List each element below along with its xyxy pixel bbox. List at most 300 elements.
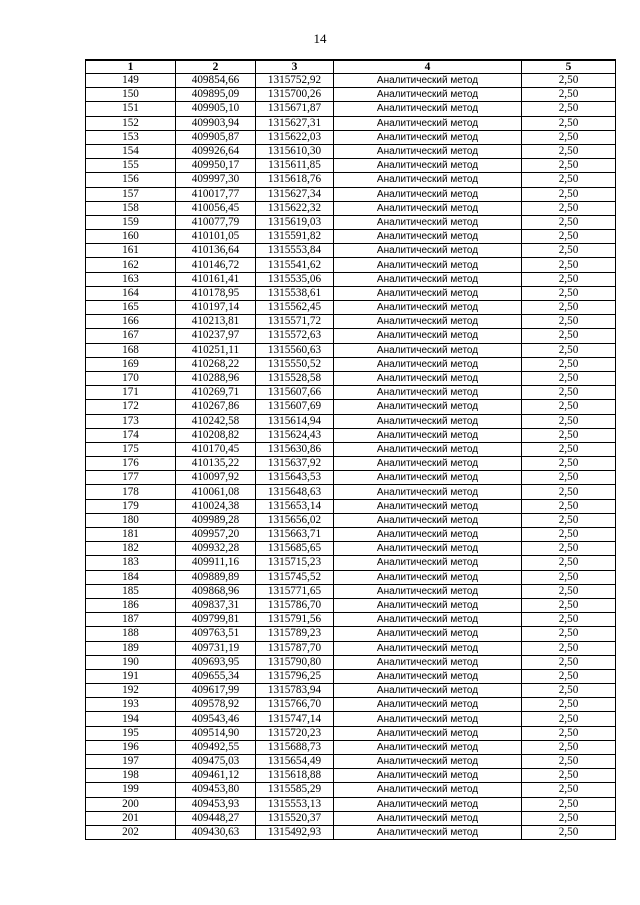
point-number-cell: 168 — [86, 343, 176, 357]
table-row — [86, 201, 616, 215]
y-coordinate-cell: 1315663,71 — [256, 528, 334, 542]
point-number-cell: 181 — [86, 528, 176, 542]
accuracy-cell: 2,50 — [522, 400, 616, 414]
accuracy-cell: 2,50 — [522, 116, 616, 130]
point-number-cell: 198 — [86, 769, 176, 783]
method-cell: Аналитический метод — [334, 258, 522, 272]
accuracy-cell: 2,50 — [522, 258, 616, 272]
method-cell: Аналитический метод — [334, 371, 522, 385]
table-row — [86, 74, 616, 88]
header-col-4: 4 — [334, 60, 522, 74]
x-coordinate-cell: 409911,16 — [176, 556, 256, 570]
method-cell: Аналитический метод — [334, 613, 522, 627]
table-row — [86, 414, 616, 428]
table-row — [86, 442, 616, 456]
x-coordinate-cell: 409578,92 — [176, 698, 256, 712]
x-coordinate-cell: 410242,58 — [176, 414, 256, 428]
method-cell: Аналитический метод — [334, 570, 522, 584]
table-row — [86, 230, 616, 244]
table-header — [86, 60, 616, 74]
point-number-cell: 177 — [86, 471, 176, 485]
point-number-cell: 192 — [86, 684, 176, 698]
table-row — [86, 244, 616, 258]
y-coordinate-cell: 1315627,34 — [256, 187, 334, 201]
y-coordinate-cell: 1315541,62 — [256, 258, 334, 272]
x-coordinate-cell: 410269,71 — [176, 386, 256, 400]
accuracy-cell: 2,50 — [522, 570, 616, 584]
y-coordinate-cell: 1315520,37 — [256, 811, 334, 825]
point-number-cell: 189 — [86, 641, 176, 655]
table-row — [86, 797, 616, 811]
x-coordinate-cell: 410101,05 — [176, 230, 256, 244]
point-number-cell: 194 — [86, 712, 176, 726]
table-row — [86, 499, 616, 513]
method-cell: Аналитический метод — [334, 556, 522, 570]
method-cell: Аналитический метод — [334, 641, 522, 655]
point-number-cell: 202 — [86, 825, 176, 839]
point-number-cell: 171 — [86, 386, 176, 400]
x-coordinate-cell: 409989,28 — [176, 513, 256, 527]
x-coordinate-cell: 410097,92 — [176, 471, 256, 485]
y-coordinate-cell: 1315607,66 — [256, 386, 334, 400]
x-coordinate-cell: 410178,95 — [176, 286, 256, 300]
table-row — [86, 173, 616, 187]
method-cell: Аналитический метод — [334, 215, 522, 229]
point-number-cell: 173 — [86, 414, 176, 428]
method-cell: Аналитический метод — [334, 414, 522, 428]
table-row — [86, 641, 616, 655]
method-cell: Аналитический метод — [334, 457, 522, 471]
accuracy-cell: 2,50 — [522, 357, 616, 371]
accuracy-cell: 2,50 — [522, 485, 616, 499]
accuracy-cell: 2,50 — [522, 811, 616, 825]
point-number-cell: 160 — [86, 230, 176, 244]
y-coordinate-cell: 1315571,72 — [256, 315, 334, 329]
point-number-cell: 175 — [86, 442, 176, 456]
point-number-cell: 158 — [86, 201, 176, 215]
accuracy-cell: 2,50 — [522, 230, 616, 244]
table-row — [86, 428, 616, 442]
y-coordinate-cell: 1315637,92 — [256, 457, 334, 471]
point-number-cell: 167 — [86, 329, 176, 343]
table-row — [86, 669, 616, 683]
point-number-cell: 166 — [86, 315, 176, 329]
x-coordinate-cell: 410017,77 — [176, 187, 256, 201]
table-row — [86, 144, 616, 158]
page-number: 14 — [313, 31, 327, 46]
method-cell: Аналитический метод — [334, 187, 522, 201]
y-coordinate-cell: 1315618,88 — [256, 769, 334, 783]
point-number-cell: 196 — [86, 740, 176, 754]
method-cell: Аналитический метод — [334, 428, 522, 442]
method-cell: Аналитический метод — [334, 584, 522, 598]
method-cell: Аналитический метод — [334, 400, 522, 414]
method-cell: Аналитический метод — [334, 286, 522, 300]
y-coordinate-cell: 1315654,49 — [256, 755, 334, 769]
y-coordinate-cell: 1315656,02 — [256, 513, 334, 527]
table-row — [86, 258, 616, 272]
method-cell: Аналитический метод — [334, 684, 522, 698]
method-cell: Аналитический метод — [334, 471, 522, 485]
accuracy-cell: 2,50 — [522, 584, 616, 598]
method-cell: Аналитический метод — [334, 201, 522, 215]
y-coordinate-cell: 1315653,14 — [256, 499, 334, 513]
y-coordinate-cell: 1315771,65 — [256, 584, 334, 598]
table-row — [86, 371, 616, 385]
y-coordinate-cell: 1315688,73 — [256, 740, 334, 754]
table-row — [86, 783, 616, 797]
y-coordinate-cell: 1315572,63 — [256, 329, 334, 343]
table-row — [86, 272, 616, 286]
accuracy-cell: 2,50 — [522, 173, 616, 187]
x-coordinate-cell: 409514,90 — [176, 726, 256, 740]
y-coordinate-cell: 1315787,70 — [256, 641, 334, 655]
table-row — [86, 726, 616, 740]
y-coordinate-cell: 1315643,53 — [256, 471, 334, 485]
y-coordinate-cell: 1315685,65 — [256, 542, 334, 556]
accuracy-cell: 2,50 — [522, 740, 616, 754]
table-row — [86, 556, 616, 570]
table-row — [86, 811, 616, 825]
table-row — [86, 598, 616, 612]
table-row — [86, 485, 616, 499]
method-cell: Аналитический метод — [334, 769, 522, 783]
accuracy-cell: 2,50 — [522, 698, 616, 712]
point-number-cell: 199 — [86, 783, 176, 797]
x-coordinate-cell: 410170,45 — [176, 442, 256, 456]
y-coordinate-cell: 1315622,32 — [256, 201, 334, 215]
point-number-cell: 180 — [86, 513, 176, 527]
y-coordinate-cell: 1315562,45 — [256, 301, 334, 315]
table-row — [86, 684, 616, 698]
method-cell: Аналитический метод — [334, 442, 522, 456]
method-cell: Аналитический метод — [334, 357, 522, 371]
x-coordinate-cell: 410056,45 — [176, 201, 256, 215]
x-coordinate-cell: 410288,96 — [176, 371, 256, 385]
x-coordinate-cell: 409905,87 — [176, 130, 256, 144]
point-number-cell: 200 — [86, 797, 176, 811]
accuracy-cell: 2,50 — [522, 471, 616, 485]
accuracy-cell: 2,50 — [522, 627, 616, 641]
y-coordinate-cell: 1315618,76 — [256, 173, 334, 187]
method-cell: Аналитический метод — [334, 485, 522, 499]
point-number-cell: 164 — [86, 286, 176, 300]
table-row — [86, 400, 616, 414]
point-number-cell: 201 — [86, 811, 176, 825]
y-coordinate-cell: 1315624,43 — [256, 428, 334, 442]
point-number-cell: 197 — [86, 755, 176, 769]
method-cell: Аналитический метод — [334, 159, 522, 173]
method-cell: Аналитический метод — [334, 74, 522, 88]
point-number-cell: 184 — [86, 570, 176, 584]
method-cell: Аналитический метод — [334, 301, 522, 315]
accuracy-cell: 2,50 — [522, 783, 616, 797]
point-number-cell: 165 — [86, 301, 176, 315]
x-coordinate-cell: 409693,95 — [176, 655, 256, 669]
x-coordinate-cell: 409837,31 — [176, 598, 256, 612]
x-coordinate-cell: 410208,82 — [176, 428, 256, 442]
method-cell: Аналитический метод — [334, 88, 522, 102]
point-number-cell: 176 — [86, 457, 176, 471]
accuracy-cell: 2,50 — [522, 769, 616, 783]
method-cell: Аналитический метод — [334, 755, 522, 769]
y-coordinate-cell: 1315622,03 — [256, 130, 334, 144]
y-coordinate-cell: 1315790,80 — [256, 655, 334, 669]
accuracy-cell: 2,50 — [522, 513, 616, 527]
y-coordinate-cell: 1315619,03 — [256, 215, 334, 229]
accuracy-cell: 2,50 — [522, 315, 616, 329]
point-number-cell: 174 — [86, 428, 176, 442]
header-col-1: 1 — [86, 60, 176, 74]
point-number-cell: 191 — [86, 669, 176, 683]
accuracy-cell: 2,50 — [522, 428, 616, 442]
x-coordinate-cell: 410146,72 — [176, 258, 256, 272]
method-cell: Аналитический метод — [334, 499, 522, 513]
table-row — [86, 357, 616, 371]
method-cell: Аналитический метод — [334, 116, 522, 130]
x-coordinate-cell: 409932,28 — [176, 542, 256, 556]
accuracy-cell: 2,50 — [522, 499, 616, 513]
method-cell: Аналитический метод — [334, 244, 522, 258]
y-coordinate-cell: 1315627,31 — [256, 116, 334, 130]
method-cell: Аналитический метод — [334, 343, 522, 357]
method-cell: Аналитический метод — [334, 825, 522, 839]
method-cell: Аналитический метод — [334, 102, 522, 116]
point-number-cell: 183 — [86, 556, 176, 570]
accuracy-cell: 2,50 — [522, 286, 616, 300]
method-cell: Аналитический метод — [334, 783, 522, 797]
method-cell: Аналитический метод — [334, 513, 522, 527]
point-number-cell: 159 — [86, 215, 176, 229]
x-coordinate-cell: 409905,10 — [176, 102, 256, 116]
y-coordinate-cell: 1315492,93 — [256, 825, 334, 839]
point-number-cell: 172 — [86, 400, 176, 414]
table-row — [86, 187, 616, 201]
method-cell: Аналитический метод — [334, 726, 522, 740]
accuracy-cell: 2,50 — [522, 74, 616, 88]
point-number-cell: 190 — [86, 655, 176, 669]
x-coordinate-cell: 409453,93 — [176, 797, 256, 811]
y-coordinate-cell: 1315786,70 — [256, 598, 334, 612]
method-cell: Аналитический метод — [334, 797, 522, 811]
point-number-cell: 182 — [86, 542, 176, 556]
x-coordinate-cell: 409868,96 — [176, 584, 256, 598]
y-coordinate-cell: 1315553,84 — [256, 244, 334, 258]
x-coordinate-cell: 410136,64 — [176, 244, 256, 258]
point-number-cell: 152 — [86, 116, 176, 130]
accuracy-cell: 2,50 — [522, 102, 616, 116]
method-cell: Аналитический метод — [334, 740, 522, 754]
method-cell: Аналитический метод — [334, 669, 522, 683]
coordinates-table — [85, 59, 616, 840]
accuracy-cell: 2,50 — [522, 329, 616, 343]
x-coordinate-cell: 409731,19 — [176, 641, 256, 655]
y-coordinate-cell: 1315715,23 — [256, 556, 334, 570]
accuracy-cell: 2,50 — [522, 343, 616, 357]
table-row — [86, 286, 616, 300]
table-row — [86, 584, 616, 598]
table-row — [86, 655, 616, 669]
y-coordinate-cell: 1315720,23 — [256, 726, 334, 740]
method-cell: Аналитический метод — [334, 712, 522, 726]
x-coordinate-cell: 409453,80 — [176, 783, 256, 797]
method-cell: Аналитический метод — [334, 542, 522, 556]
accuracy-cell: 2,50 — [522, 201, 616, 215]
y-coordinate-cell: 1315745,52 — [256, 570, 334, 584]
accuracy-cell: 2,50 — [522, 414, 616, 428]
table-row — [86, 712, 616, 726]
y-coordinate-cell: 1315560,63 — [256, 343, 334, 357]
x-coordinate-cell: 410237,97 — [176, 329, 256, 343]
table-row — [86, 471, 616, 485]
x-coordinate-cell: 410267,86 — [176, 400, 256, 414]
y-coordinate-cell: 1315671,87 — [256, 102, 334, 116]
table-row — [86, 457, 616, 471]
x-coordinate-cell: 410251,11 — [176, 343, 256, 357]
method-cell: Аналитический метод — [334, 329, 522, 343]
x-coordinate-cell: 410197,14 — [176, 301, 256, 315]
point-number-cell: 157 — [86, 187, 176, 201]
header-col-2: 2 — [176, 60, 256, 74]
accuracy-cell: 2,50 — [522, 187, 616, 201]
point-number-cell: 150 — [86, 88, 176, 102]
accuracy-cell: 2,50 — [522, 556, 616, 570]
y-coordinate-cell: 1315630,86 — [256, 442, 334, 456]
y-coordinate-cell: 1315766,70 — [256, 698, 334, 712]
accuracy-cell: 2,50 — [522, 130, 616, 144]
point-number-cell: 186 — [86, 598, 176, 612]
method-cell: Аналитический метод — [334, 698, 522, 712]
x-coordinate-cell: 409448,27 — [176, 811, 256, 825]
table-row — [86, 329, 616, 343]
method-cell: Аналитический метод — [334, 598, 522, 612]
accuracy-cell: 2,50 — [522, 755, 616, 769]
accuracy-cell: 2,50 — [522, 669, 616, 683]
table-body — [86, 74, 616, 840]
y-coordinate-cell: 1315610,30 — [256, 144, 334, 158]
accuracy-cell: 2,50 — [522, 684, 616, 698]
table-row — [86, 769, 616, 783]
point-number-cell: 156 — [86, 173, 176, 187]
table-row — [86, 698, 616, 712]
x-coordinate-cell: 410024,38 — [176, 499, 256, 513]
point-number-cell: 151 — [86, 102, 176, 116]
method-cell: Аналитический метод — [334, 811, 522, 825]
accuracy-cell: 2,50 — [522, 144, 616, 158]
x-coordinate-cell: 410213,81 — [176, 315, 256, 329]
table-row — [86, 755, 616, 769]
table-row — [86, 215, 616, 229]
table-row — [86, 315, 616, 329]
accuracy-cell: 2,50 — [522, 301, 616, 315]
method-cell: Аналитический метод — [334, 272, 522, 286]
accuracy-cell: 2,50 — [522, 712, 616, 726]
y-coordinate-cell: 1315611,85 — [256, 159, 334, 173]
point-number-cell: 178 — [86, 485, 176, 499]
table-row — [86, 301, 616, 315]
header-row — [86, 60, 616, 74]
y-coordinate-cell: 1315796,25 — [256, 669, 334, 683]
x-coordinate-cell: 409889,89 — [176, 570, 256, 584]
x-coordinate-cell: 410268,22 — [176, 357, 256, 371]
point-number-cell: 170 — [86, 371, 176, 385]
method-cell: Аналитический метод — [334, 173, 522, 187]
x-coordinate-cell: 409617,99 — [176, 684, 256, 698]
table-row — [86, 513, 616, 527]
x-coordinate-cell: 409763,51 — [176, 627, 256, 641]
method-cell: Аналитический метод — [334, 655, 522, 669]
y-coordinate-cell: 1315747,14 — [256, 712, 334, 726]
y-coordinate-cell: 1315550,52 — [256, 357, 334, 371]
accuracy-cell: 2,50 — [522, 272, 616, 286]
method-cell: Аналитический метод — [334, 627, 522, 641]
table-row — [86, 542, 616, 556]
point-number-cell: 193 — [86, 698, 176, 712]
y-coordinate-cell: 1315700,26 — [256, 88, 334, 102]
table-row — [86, 627, 616, 641]
y-coordinate-cell: 1315538,61 — [256, 286, 334, 300]
point-number-cell: 149 — [86, 74, 176, 88]
accuracy-cell: 2,50 — [522, 825, 616, 839]
table-row — [86, 159, 616, 173]
x-coordinate-cell: 410077,79 — [176, 215, 256, 229]
accuracy-cell: 2,50 — [522, 386, 616, 400]
table-row — [86, 570, 616, 584]
accuracy-cell: 2,50 — [522, 528, 616, 542]
x-coordinate-cell: 409492,55 — [176, 740, 256, 754]
accuracy-cell: 2,50 — [522, 613, 616, 627]
table-row — [86, 116, 616, 130]
x-coordinate-cell: 409655,34 — [176, 669, 256, 683]
x-coordinate-cell: 409543,46 — [176, 712, 256, 726]
x-coordinate-cell: 409895,09 — [176, 88, 256, 102]
y-coordinate-cell: 1315648,63 — [256, 485, 334, 499]
point-number-cell: 161 — [86, 244, 176, 258]
point-number-cell: 155 — [86, 159, 176, 173]
table-row — [86, 386, 616, 400]
accuracy-cell: 2,50 — [522, 159, 616, 173]
table-row — [86, 825, 616, 839]
method-cell: Аналитический метод — [334, 130, 522, 144]
x-coordinate-cell: 410061,08 — [176, 485, 256, 499]
y-coordinate-cell: 1315607,69 — [256, 400, 334, 414]
table-row — [86, 102, 616, 116]
accuracy-cell: 2,50 — [522, 797, 616, 811]
x-coordinate-cell: 409461,12 — [176, 769, 256, 783]
accuracy-cell: 2,50 — [522, 598, 616, 612]
table-row — [86, 343, 616, 357]
table-row — [86, 130, 616, 144]
x-coordinate-cell: 409926,64 — [176, 144, 256, 158]
method-cell: Аналитический метод — [334, 386, 522, 400]
header-col-3: 3 — [256, 60, 334, 74]
accuracy-cell: 2,50 — [522, 641, 616, 655]
point-number-cell: 188 — [86, 627, 176, 641]
point-number-cell: 179 — [86, 499, 176, 513]
point-number-cell: 195 — [86, 726, 176, 740]
table-row — [86, 740, 616, 754]
x-coordinate-cell: 409903,94 — [176, 116, 256, 130]
accuracy-cell: 2,50 — [522, 371, 616, 385]
y-coordinate-cell: 1315528,58 — [256, 371, 334, 385]
table-row — [86, 88, 616, 102]
accuracy-cell: 2,50 — [522, 542, 616, 556]
x-coordinate-cell: 409854,66 — [176, 74, 256, 88]
accuracy-cell: 2,50 — [522, 244, 616, 258]
header-col-5: 5 — [522, 60, 616, 74]
x-coordinate-cell: 409430,63 — [176, 825, 256, 839]
accuracy-cell: 2,50 — [522, 442, 616, 456]
